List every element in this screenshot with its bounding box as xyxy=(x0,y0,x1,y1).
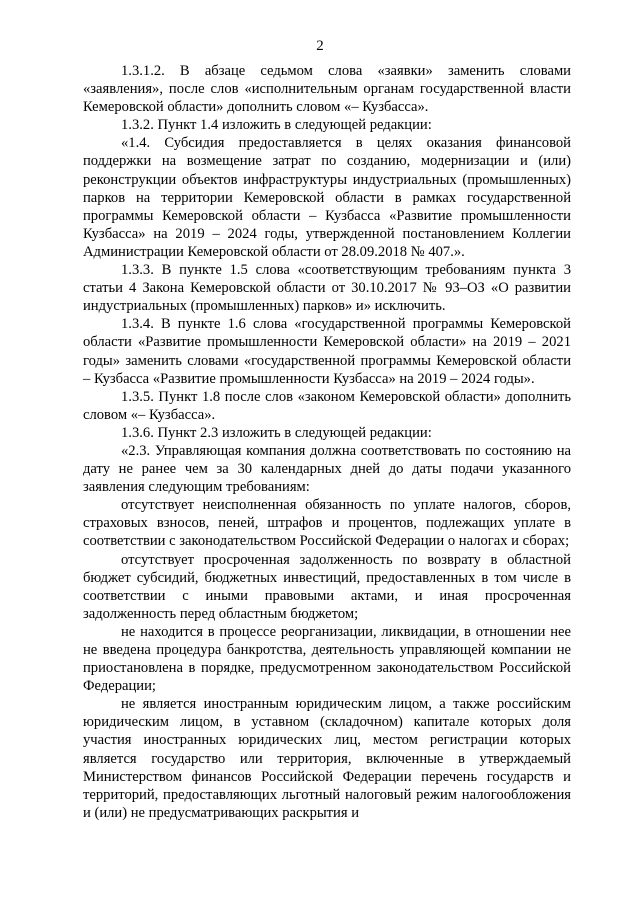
paragraph-1-4-quote: «1.4. Субсидия предоставляется в целях оказания финансовой поддержки на возмещение затрат по созданию, модернизации и (или) реконструкции объектов инфраструктуры индустриальных (промышленных) парков на территории Кемеровской области в рамках государственной программы Кемеровской области – Кузбасса «Развитие промышленности Кузбасса» на 2019 – 2024 годы, утвержденной постановлением Коллегии Администрации Кемеровской области от 28.09.2018 № 407.». xyxy=(83,135,571,260)
paragraph-1-3-1-2: 1.3.1.2. В абзаце седьмом слова «заявки» заменить словами «заявления», после слов «исполнительным органам государственной власти Кемеровской области» дополнить словом «– Кузбасса». xyxy=(83,63,571,116)
paragraph-1-3-4: 1.3.4. В пункте 1.6 слова «государственной программы Кемеровской области «Развитие промышленности Кемеровской области» на 2019 – 2021 годы» заменить словами «государственной программы Кемеровской области – Кузбасса «Развитие промышленности Кузбасса» на 2019 – 2024 годы». xyxy=(83,316,571,387)
requirement-debt: отсутствует просроченная задолженность по возврату в областной бюджет субсидий, бюджетных инвестиций, предоставленных в том числе в соответствии с иными правовыми актами, и иная просроченная задолженность перед областным бюджетом; xyxy=(83,551,571,622)
paragraph-1-3-5: 1.3.5. Пункт 1.8 после слов «законом Кемеровской области» дополнить словом «– Кузбасса». xyxy=(83,388,571,423)
paragraph-2-3-quote: «2.3. Управляющая компания должна соответствовать по состоянию на дату не ранее чем за 30 календарных дней до даты подачи указанного заявления следующим требованиям: xyxy=(83,442,571,496)
requirement-foreign-entity: не является иностранным юридическим лицом, а также российским юридическим лицом, в уставном (складочном) капитале которых доля участия иностранных юридических лиц, местом регистрации которых является государство или территория, включенные в утверждаемый Министерством финансов Российской Федерации перечень государств и территорий, предоставляющих льготный налоговый режим налогообложения и (или) не предусматривающих раскрытия и xyxy=(83,696,571,821)
requirement-reorganization: не находится в процессе реорганизации, ликвидации, в отношении нее не введена процедура банкротства, деятельность управляющей компании не приостановлена в порядке, предусмотренном законодательством Российской Федерации; xyxy=(83,623,571,695)
page-number: 2 xyxy=(316,38,324,54)
paragraph-1-3-6: 1.3.6. Пункт 2.3 изложить в следующей редакции: xyxy=(121,424,432,441)
document-body xyxy=(83,62,571,822)
paragraph-1-3-2: 1.3.2. Пункт 1.4 изложить в следующей редакции: xyxy=(121,117,432,134)
paragraph-1-3-3: 1.3.3. В пункте 1.5 слова «соответствующим требованиям пункта 3 статьи 4 Закона Кемеровской области от 30.10.2017 № 93–ОЗ «О развитии индустриальных (промышленных) парков» и» исключить. xyxy=(83,262,571,315)
requirement-taxes: отсутствует неисполненная обязанность по уплате налогов, сборов, страховых взносов, пеней, штрафов и процентов, подлежащих уплате в соответствии с законодательством Российской Федерации о налогах и сборах; xyxy=(83,497,571,550)
